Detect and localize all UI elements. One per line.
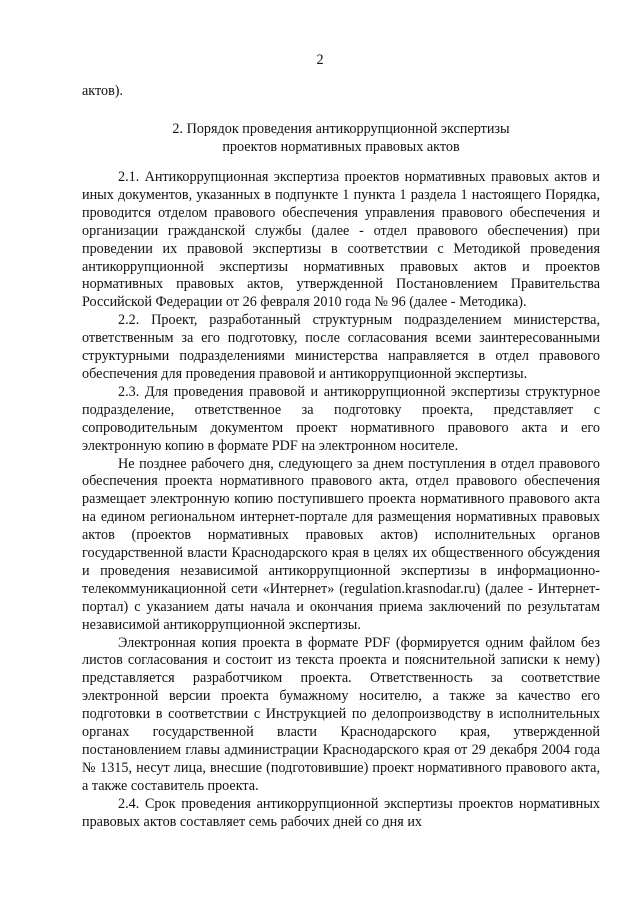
section-body xyxy=(82,169,600,832)
paragraph-2-3-electronic-copy: Электронная копия проекта в формате PDF (формируется одним файлом без листов согласования и состоит из текста проекта и пояснительной записки к нему) представляется разработчиком проекта. Ответственность за соответствие электронной версии проекта бумажному носителю, а также за качество его подготовки в соответствии с Инструкцией по делопроизводству в исполнительных органах государственной власти Краснодарского края, утвержденной постановлением главы администрации Краснодарского края от 29 декабря 2004 года № 1315, несут лица, внесшие (подготовившие) проект нормативного правового акта, а также составитель проекта. xyxy=(82,634,600,794)
page-number: 2 xyxy=(316,52,324,68)
paragraph-2-1: 2.1. Антикоррупционная экспертиза проектов нормативных правовых актов и иных документов, указанных в подпункте 1 пункта 1 раздела 1 настоящего Порядка, проводится отделом правового обеспечения управления правового обеспечения и организации гражданской службы (далее - отдел правового обеспечения) при проведении их правовой экспертизы в соответствии с Методикой проведения антикоррупционной экспертизы нормативных правовых актов и проектов нормативных правовых актов, утвержденной Постановлением Правительства Российской Федерации от 26 февраля 2010 года № 96 (далее - Методика). xyxy=(82,169,600,311)
continuation-text: актов). xyxy=(82,83,124,99)
paragraph-2-2: 2.2. Проект, разработанный структурным подразделением министерства, ответственным за его подготовку, после согласования всеми заинтересованными структурными подразделениями министерства направляется в отдел правового обеспечения для проведения правовой и антикоррупционной экспертизы. xyxy=(82,312,600,382)
section-heading-line-1: 2. Порядок проведения антикоррупционной экспертизы xyxy=(172,121,510,137)
paragraph-2-4: 2.4. Срок проведения антикоррупционной экспертизы проектов нормативных правовых актов составляет семь рабочих дней со дня их xyxy=(82,795,600,830)
section-heading xyxy=(82,120,600,156)
section-heading-line-2: проектов нормативных правовых актов xyxy=(222,139,460,155)
paragraph-2-3: 2.3. Для проведения правовой и антикоррупционной экспертизы структурное подразделение, ответственное за подготовку проекта, представляет с сопроводительным документом проект нормативного правового акта и его электронную копию в формате PDF на электронном носителе. xyxy=(82,383,600,454)
paragraph-2-3-placement: Не позднее рабочего дня, следующего за днем поступления в отдел правового обеспечения проекта нормативного правового акта, отдел правового обеспечения размещает электронную копию поступившего проекта нормативного правового акта на едином региональном интернет-портале для размещения нормативных правовых актов (проектов нормативных правовых актов) исполнительных органов государственной власти Краснодарского края в целях их общественного обсуждения и проведения независимой антикоррупционной экспертизы в информационно-телекоммуникационной сети «Интернет» (regulation.krasnodar.ru) (далее - Интернет-портал) с указанием даты начала и окончания приема заключений по результатам независимой антикоррупционной экспертизы. xyxy=(82,455,600,633)
